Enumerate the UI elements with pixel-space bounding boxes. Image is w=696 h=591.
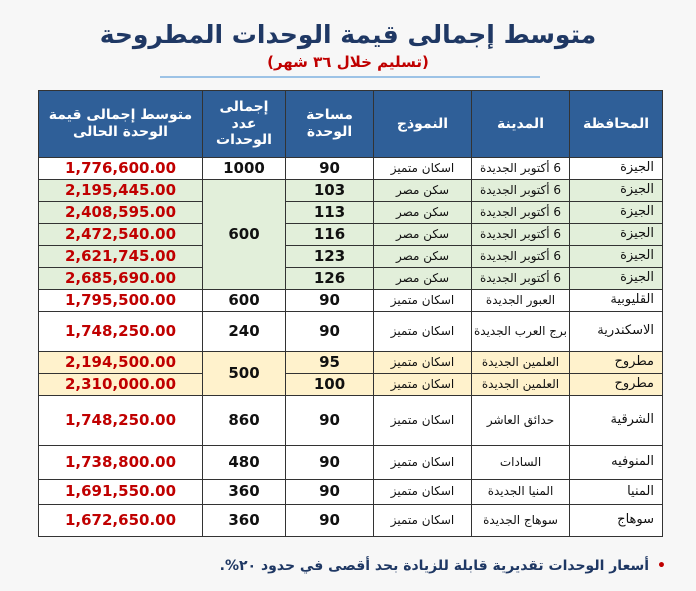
cell-governorate: المنوفيه [570, 446, 663, 480]
table-row [39, 312, 663, 352]
cell-area: 116 [286, 224, 374, 246]
cell-governorate: الشرقية [570, 396, 663, 446]
cell-model: اسكان متميز [374, 446, 472, 480]
cell-price: 1,776,600.00 [39, 158, 203, 180]
page-subtitle: (تسليم خلال ٣٦ شهر) [267, 53, 429, 71]
title-divider [160, 76, 540, 78]
cell-model: سكن مصر [374, 246, 472, 268]
cell-city: سوهاج الجديدة [472, 505, 570, 537]
table-row [39, 352, 663, 374]
cell-model: اسكان متميز [374, 396, 472, 446]
cell-area: 90 [286, 396, 374, 446]
table-row [39, 246, 663, 268]
cell-governorate: الجيزة [570, 202, 663, 224]
cell-city: 6 أكتوبر الجديدة [472, 158, 570, 180]
cell-area: 95 [286, 352, 374, 374]
cell-units: 360 [203, 480, 286, 505]
cell-model: اسكان متميز [374, 158, 472, 180]
header-city: المدينة [472, 91, 570, 158]
cell-price: 2,472,540.00 [39, 224, 203, 246]
cell-price: 1,748,250.00 [39, 312, 203, 352]
cell-city: العبور الجديدة [472, 290, 570, 312]
cell-area: 103 [286, 180, 374, 202]
cell-units: 500 [203, 352, 286, 396]
cell-area: 100 [286, 374, 374, 396]
cell-model: اسكان متميز [374, 352, 472, 374]
footnote [150, 558, 666, 574]
cell-model: اسكان متميز [374, 480, 472, 505]
cell-governorate: الجيزة [570, 246, 663, 268]
header-units: إجمالى عدد الوحدات [203, 91, 286, 158]
cell-city: العلمين الجديدة [472, 374, 570, 396]
cell-price: 1,738,800.00 [39, 446, 203, 480]
header-governorate: المحافظة [570, 91, 663, 158]
cell-units: 860 [203, 396, 286, 446]
cell-price: 2,408,595.00 [39, 202, 203, 224]
table-row [39, 180, 663, 202]
cell-area: 90 [286, 158, 374, 180]
cell-model: سكن مصر [374, 224, 472, 246]
table-row [39, 290, 663, 312]
cell-units: 600 [203, 290, 286, 312]
table-row [39, 158, 663, 180]
cell-area: 90 [286, 446, 374, 480]
cell-city: 6 أكتوبر الجديدة [472, 202, 570, 224]
cell-city: 6 أكتوبر الجديدة [472, 246, 570, 268]
cell-model: سكن مصر [374, 268, 472, 290]
cell-governorate: المنيا [570, 480, 663, 505]
cell-city: المنيا الجديدة [472, 480, 570, 505]
table-row [39, 202, 663, 224]
cell-city: 6 أكتوبر الجديدة [472, 224, 570, 246]
cell-city: حدائق العاشر [472, 396, 570, 446]
cell-city: 6 أكتوبر الجديدة [472, 180, 570, 202]
cell-city: 6 أكتوبر الجديدة [472, 268, 570, 290]
header-model: النموذج [374, 91, 472, 158]
header-area: مساحة الوحدة [286, 91, 374, 158]
header-avg-price: متوسط إجمالى قيمة الوحدة الحالى [39, 91, 203, 158]
cell-units: 600 [203, 180, 286, 290]
cell-city: السادات [472, 446, 570, 480]
table-row [39, 446, 663, 480]
cell-city: برج العرب الجديدة [472, 312, 570, 352]
cell-area: 90 [286, 290, 374, 312]
table-row [39, 480, 663, 505]
cell-price: 2,194,500.00 [39, 352, 203, 374]
cell-price: 1,795,500.00 [39, 290, 203, 312]
cell-area: 123 [286, 246, 374, 268]
cell-governorate: الاسكندرية [570, 312, 663, 352]
page-title: متوسط إجمالى قيمة الوحدات المطروحة [99, 20, 597, 49]
cell-area: 126 [286, 268, 374, 290]
cell-area: 90 [286, 480, 374, 505]
units-table [38, 90, 663, 537]
cell-governorate: القليوبية [570, 290, 663, 312]
cell-price: 2,621,745.00 [39, 246, 203, 268]
cell-model: اسكان متميز [374, 290, 472, 312]
table-row [39, 396, 663, 446]
cell-price: 2,195,445.00 [39, 180, 203, 202]
cell-price: 1,691,550.00 [39, 480, 203, 505]
table-row [39, 374, 663, 396]
cell-units: 360 [203, 505, 286, 537]
cell-city: العلمين الجديدة [472, 352, 570, 374]
cell-governorate: مطروح [570, 352, 663, 374]
cell-price: 1,748,250.00 [39, 396, 203, 446]
table-row [39, 505, 663, 537]
cell-units: 240 [203, 312, 286, 352]
cell-units: 480 [203, 446, 286, 480]
cell-governorate: الجيزة [570, 224, 663, 246]
bullet-icon: • [657, 558, 666, 574]
table-row [39, 224, 663, 246]
cell-governorate: الجيزة [570, 158, 663, 180]
cell-model: سكن مصر [374, 180, 472, 202]
cell-area: 113 [286, 202, 374, 224]
cell-governorate: سوهاج [570, 505, 663, 537]
cell-model: اسكان متميز [374, 312, 472, 352]
cell-area: 90 [286, 505, 374, 537]
cell-model: اسكان متميز [374, 374, 472, 396]
footnote-text: أسعار الوحدات تقديرية قابلة للزيادة بحد أقصى في حدود ٢٠%. [219, 558, 650, 574]
table-row [39, 268, 663, 290]
cell-price: 1,672,650.00 [39, 505, 203, 537]
cell-governorate: الجيزة [570, 268, 663, 290]
cell-governorate: الجيزة [570, 180, 663, 202]
cell-price: 2,685,690.00 [39, 268, 203, 290]
cell-units: 1000 [203, 158, 286, 180]
cell-governorate: مطروح [570, 374, 663, 396]
cell-area: 90 [286, 312, 374, 352]
cell-price: 2,310,000.00 [39, 374, 203, 396]
cell-model: سكن مصر [374, 202, 472, 224]
table-header-row [39, 91, 663, 158]
cell-model: اسكان متميز [374, 505, 472, 537]
